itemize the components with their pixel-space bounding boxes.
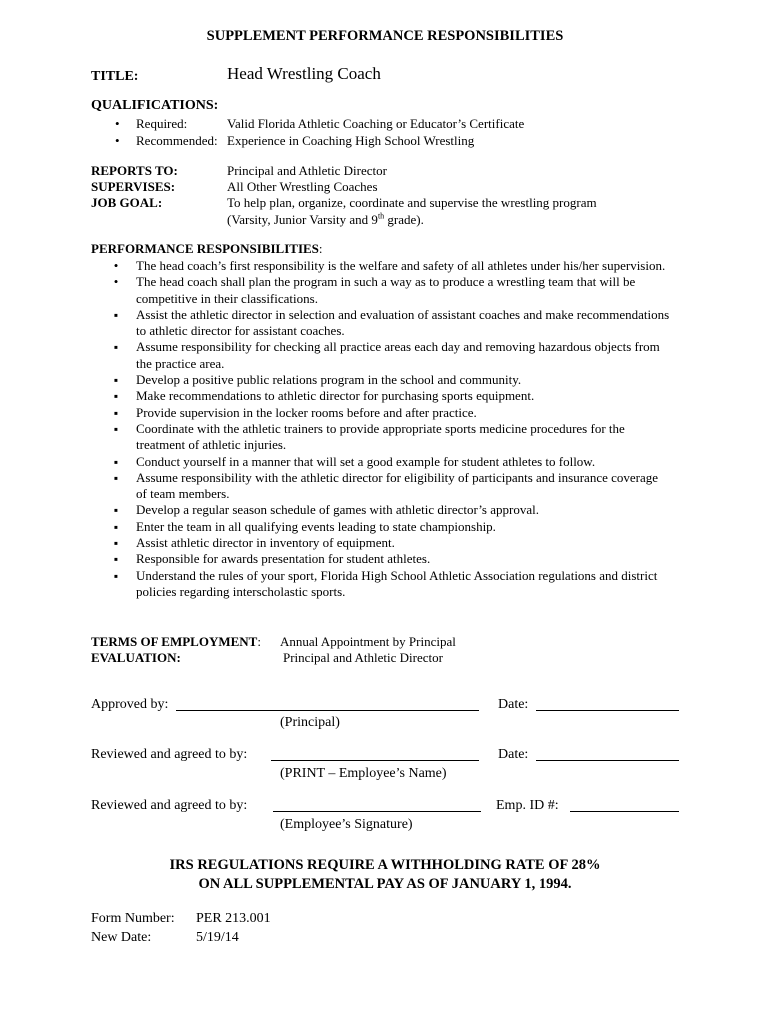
principal-caption: (Principal) xyxy=(280,715,340,730)
reports-to-label: REPORTS TO: xyxy=(91,163,178,178)
date-line[interactable] xyxy=(536,710,679,711)
required-label: Required: xyxy=(136,116,188,131)
principal-signature-line[interactable] xyxy=(176,710,479,711)
irs-notice-line2: ON ALL SUPPLEMENTAL PAY AS OF JANUARY 1, 1994. xyxy=(198,876,572,892)
reports-to-value: Principal and Athletic Director xyxy=(227,163,387,178)
date2-line[interactable] xyxy=(536,760,679,761)
reviewed-agreed-label-2: Reviewed and agreed to by: xyxy=(91,798,248,813)
list-item: ▪ Provide supervision in the locker rooms before and after practice. xyxy=(111,405,671,421)
recommended-value: Experience in Coaching High School Wrestling xyxy=(227,133,475,148)
square-bullet-icon xyxy=(111,535,121,551)
square-bullet-icon xyxy=(111,454,121,470)
terms-of-employment-value: Annual Appointment by Principal xyxy=(280,634,456,649)
employee-signature-line[interactable] xyxy=(273,811,481,812)
list-item: ▪ Responsible for awards presentation for student athletes. xyxy=(111,551,671,567)
square-bullet-icon xyxy=(111,421,121,437)
employee-signature-caption: (Employee’s Signature) xyxy=(280,817,413,832)
square-bullet-icon xyxy=(111,339,121,355)
job-goal-line2: (Varsity, Junior Varsity and 9th grade). xyxy=(227,211,424,227)
new-date-value: 5/19/14 xyxy=(196,930,239,945)
bullet-icon xyxy=(111,274,121,290)
evaluation-value: Principal and Athletic Director xyxy=(283,650,443,665)
print-name-caption: (PRINT – Employee’s Name) xyxy=(280,766,447,781)
title-value: Head Wrestling Coach xyxy=(227,64,381,83)
approved-by-label: Approved by: xyxy=(91,697,169,712)
irs-notice-line1: IRS REGULATIONS REQUIRE A WITHHOLDING RATE OF 28% xyxy=(169,857,601,873)
emp-id-line[interactable] xyxy=(570,811,679,812)
list-item: ▪ Understand the rules of your sport, Florida High School Athletic Association regulations and district policies regarding interscholastic sports. xyxy=(111,568,671,601)
list-item: ▪ Conduct yourself in a manner that will set a good example for student athletes to follow. xyxy=(111,454,671,470)
list-item: ▪ Coordinate with the athletic trainers to provide appropriate sports medicine procedures for the treatment of athletic injuries. xyxy=(111,421,671,454)
recommended-label: Recommended: xyxy=(136,133,218,148)
performance-heading: PERFORMANCE RESPONSIBILITIES: xyxy=(91,241,323,256)
square-bullet-icon xyxy=(111,502,121,518)
square-bullet-icon xyxy=(111,405,121,421)
job-goal-label: JOB GOAL: xyxy=(91,195,163,210)
square-bullet-icon xyxy=(111,470,121,486)
bullet-icon xyxy=(111,258,121,274)
square-bullet-icon xyxy=(111,568,121,584)
list-item: ▪ Assume responsibility with the athletic director for eligibility of participants and insurance coverage of team members. xyxy=(111,470,671,503)
title-label: TITLE: xyxy=(91,69,139,84)
supervises-value: All Other Wrestling Coaches xyxy=(227,179,378,194)
list-item: ▪ Assist athletic director in inventory of equipment. xyxy=(111,535,671,551)
required-value: Valid Florida Athletic Coaching or Educator’s Certificate xyxy=(227,116,525,131)
terms-of-employment-label: TERMS OF EMPLOYMENT: xyxy=(91,634,261,649)
new-date-label: New Date: xyxy=(91,930,152,945)
reviewed-agreed-label: Reviewed and agreed to by: xyxy=(91,747,248,762)
employee-print-name-line[interactable] xyxy=(271,760,479,761)
list-item: ▪ Develop a regular season schedule of games with athletic director’s approval. xyxy=(111,502,671,518)
job-goal-line1: To help plan, organize, coordinate and supervise the wrestling program xyxy=(227,195,597,210)
document-title: SUPPLEMENT PERFORMANCE RESPONSIBILITIES xyxy=(206,28,564,44)
list-item: ▪ Assume responsibility for checking all practice areas each day and removing hazardous objects from the practice area. xyxy=(111,339,671,372)
square-bullet-icon xyxy=(111,307,121,323)
list-item: ▪ Assist the athletic director in selection and evaluation of assistant coaches and make recommendations to athletic director for assistant coaches. xyxy=(111,307,671,340)
responsibilities-list xyxy=(111,258,671,600)
date-label: Date: xyxy=(498,697,529,712)
square-bullet-icon xyxy=(111,372,121,388)
bullet-icon: • xyxy=(115,116,120,131)
list-item: • The head coach’s first responsibility is the welfare and safety of all athletes under his/her supervision. xyxy=(111,258,671,274)
list-item: ▪ Make recommendations to athletic director for purchasing sports equipment. xyxy=(111,388,671,404)
qualifications-label: QUALIFICATIONS: xyxy=(91,98,219,113)
evaluation-label: EVALUATION: xyxy=(91,650,181,665)
date2-label: Date: xyxy=(498,747,529,762)
bullet-icon: • xyxy=(115,133,120,148)
emp-id-label: Emp. ID #: xyxy=(496,798,559,813)
list-item: • The head coach shall plan the program in such a way as to produce a wrestling team that will be competitive in their classifications. xyxy=(111,274,671,307)
form-number-value: PER 213.001 xyxy=(196,911,271,926)
square-bullet-icon xyxy=(111,519,121,535)
form-number-label: Form Number: xyxy=(91,911,175,926)
list-item: ▪ Enter the team in all qualifying events leading to state championship. xyxy=(111,519,671,535)
square-bullet-icon xyxy=(111,551,121,567)
list-item: ▪ Develop a positive public relations program in the school and community. xyxy=(111,372,671,388)
supervises-label: SUPERVISES: xyxy=(91,179,176,194)
square-bullet-icon xyxy=(111,388,121,404)
